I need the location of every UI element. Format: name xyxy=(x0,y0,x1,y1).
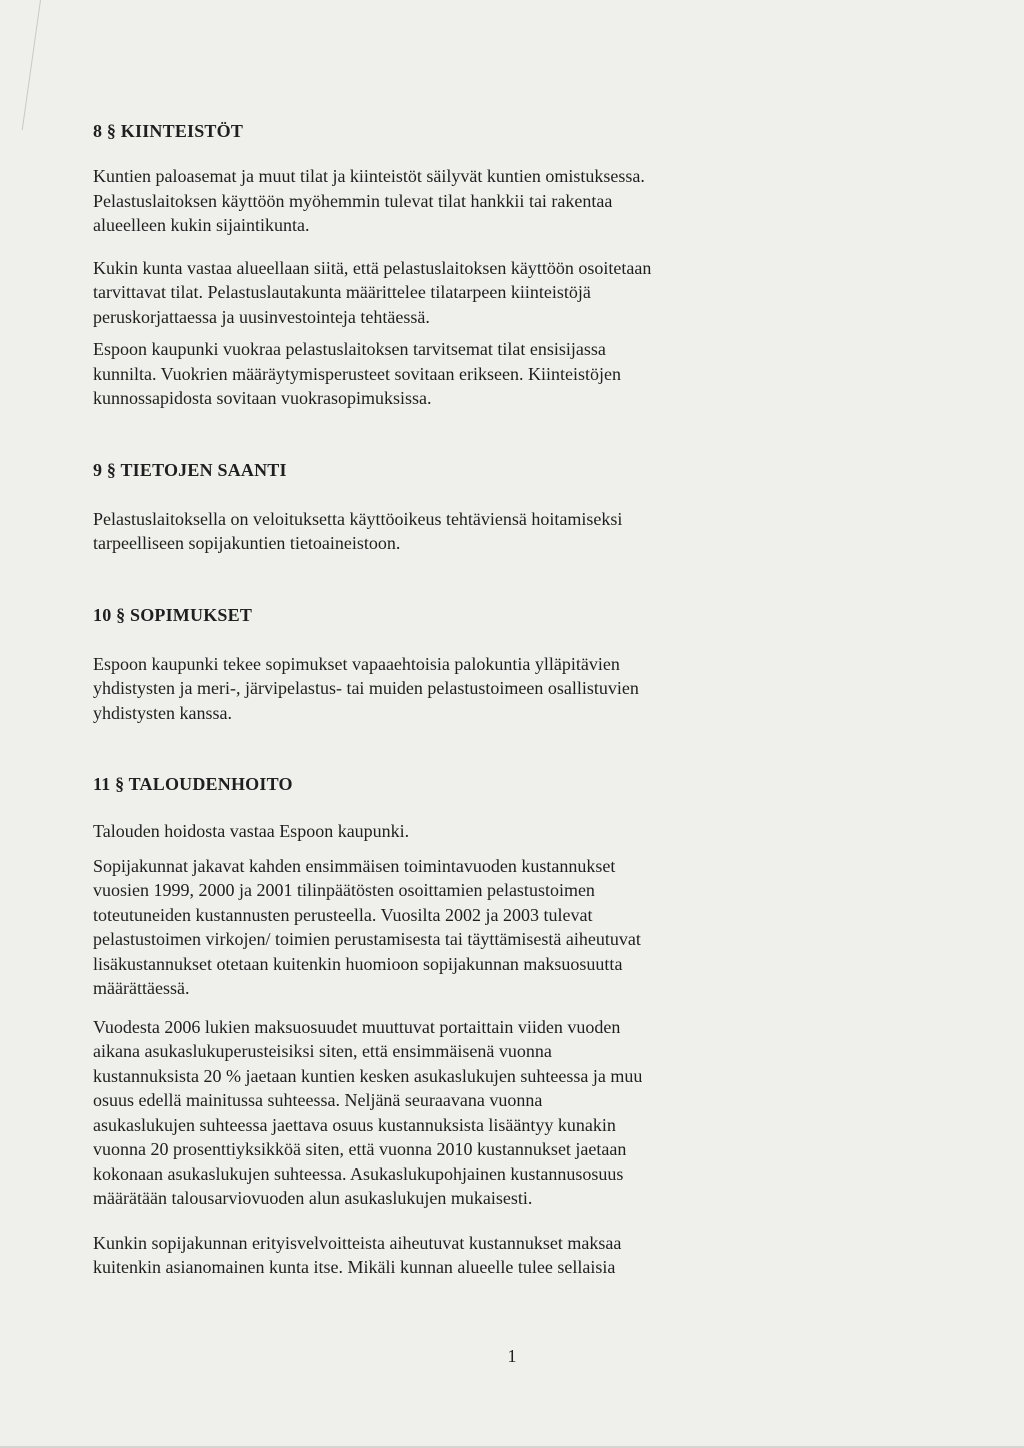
section-8-heading: 8 § KIINTEISTÖT xyxy=(93,121,244,141)
section-11-paragraph-3: Vuodesta 2006 lukien maksuosuudet muuttuvat portaittain viiden vuoden aikana asukaslukuperusteisiksi siten, että ensimmäisenä vuonna kustannuksista 20 % jaetaan kuntien kesken asukaslukujen suhteessa ja muu osuus edellä mainitussa suhteessa. Neljänä seuraavana vuonna asukaslukujen suhteessa jaettava osuus kustannuksista lisääntyy kunakin vuonna 20 prosenttiyksikköä siten, että vuonna 2010 kustannukset jaetaan kokonaan asukaslukujen suhteessa. Asukaslukupohjainen kustannusosuus määrätään talousarviovuoden alun asukaslukujen mukaisesti. xyxy=(93,1016,643,1208)
section-8-paragraph-1: Kuntien paloasemat ja muut tilat ja kiinteistöt säilyvät kuntien omistuksessa. Pelastuslaitoksen käyttöön myöhemmin tulevat tilat hankkii tai rakentaa alueelleen kukin sijaintikunta. xyxy=(93,166,645,235)
section-11-paragraph-2: Sopijakunnat jakavat kahden ensimmäisen toimintavuoden kustannukset vuosien 1999, 2000 ja 2001 tilinpäätösten osoittamien pelastustoimen toteutuneiden kustannusten perusteella. Vuosilta 2002 ja 2003 tulevat pelastustoimen virkojen/ toimien perustamisesta tai täyttämisestä aiheutuvat lisäkustannukset otetaan kuitenkin huomioon sopijakunnan maksuosuutta määrättäessä. xyxy=(93,855,641,998)
section-9-paragraph-1: Pelastuslaitoksella on veloituksetta käyttöoikeus tehtäviensä hoitamiseksi tarpeelliseen sopijakuntien tietoaineistoon. xyxy=(93,508,623,553)
section-8-paragraph-3: Espoon kaupunki vuokraa pelastuslaitoksen tarvitsemat tilat ensisijassa kunnilta. Vuokrien määräytymisperusteet sovitaan erikseen. Kiinteistöjen kunnossapidosta sovitaan vuokrasopimuksissa. xyxy=(93,339,621,408)
page-number: 1 xyxy=(507,1346,517,1366)
document-body xyxy=(93,118,743,1280)
section-11-paragraph-4: Kunkin sopijakunnan erityisvelvoitteista aiheutuvat kustannukset maksaa kuitenkin asianomainen kunta itse. Mikäli kunnan alueelle tulee sellaisia xyxy=(93,1232,622,1277)
section-11-heading: 11 § TALOUDENHOITO xyxy=(93,774,293,794)
section-10-paragraph-1: Espoon kaupunki tekee sopimukset vapaaehtoisia palokuntia ylläpitävien yhdistysten ja meri-, järvipelastus- tai muiden pelastustoimeen osallistuvien yhdistysten kanssa. xyxy=(93,653,639,723)
paper-fold-line xyxy=(0,0,41,130)
section-9-heading: 9 § TIETOJEN SAANTI xyxy=(93,459,287,480)
section-11-paragraph-1: Talouden hoidosta vastaa Espoon kaupunki. xyxy=(93,821,410,841)
section-8-paragraph-2: Kukin kunta vastaa alueellaan siitä, että pelastuslaitoksen käyttöön osoitetaan tarvittavat tilat. Pelastuslautakunta määrittelee tilatarpeen kiinteistöjä peruskorjattaessa ja uusinvestointeja tehtäessä. xyxy=(93,257,652,327)
section-10-heading: 10 § SOPIMUKSET xyxy=(93,604,253,625)
